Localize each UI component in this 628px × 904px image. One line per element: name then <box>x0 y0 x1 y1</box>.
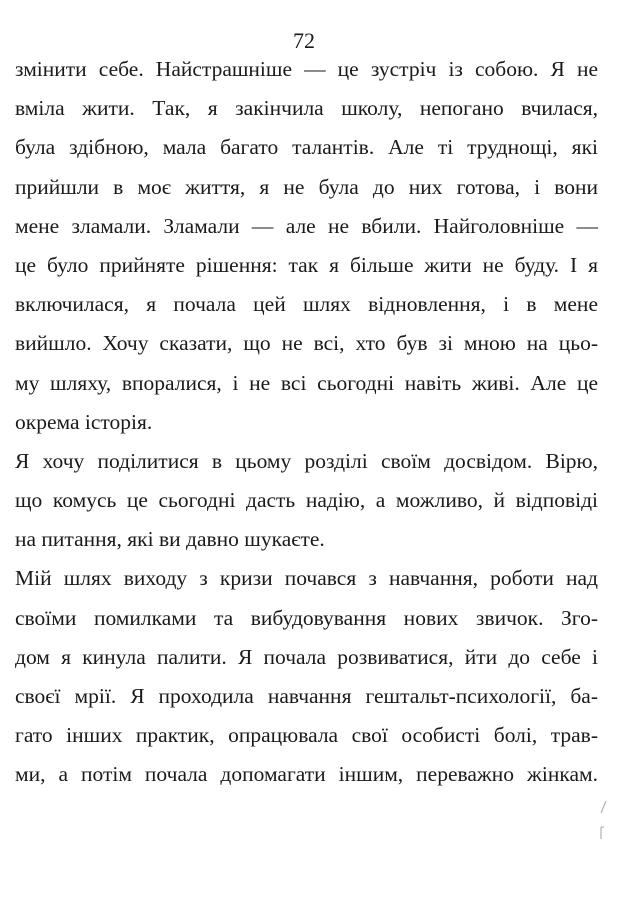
text-line: змінити себе. Найстрашніше — це зустріч із собою. Я не <box>15 57 598 81</box>
text-line: ми, а потім почала допомагати іншим, переважно жінкам. <box>15 762 598 787</box>
text-line: окрема історія. <box>15 409 153 434</box>
text-line: включилася, я почала цей шлях відновлення, і в мене <box>15 292 598 317</box>
text-line: мене зламали. Зламали — але не вбили. Найголовніше — <box>15 213 598 238</box>
text-line: вміла жити. Так, я закінчила школу, непогано вчилася, <box>15 96 598 121</box>
text-line: вийшло. Хочу сказати, що не всі, хто був зі мною на цьо- <box>15 331 598 356</box>
page-number: 72 <box>293 28 315 53</box>
scan-edge-slash-mark <box>599 800 609 814</box>
text-line: му шляху, впоралися, і не всі сьогодні навіть живі. Але це <box>15 370 598 395</box>
text-line: на питання, які ви давно шукаєте. <box>15 527 325 552</box>
body-text <box>15 50 598 795</box>
text-line: Мій шлях виходу з кризи почався з навчання, роботи над <box>15 566 598 591</box>
scan-edge-bar-mark <box>599 826 609 840</box>
text-line: своїми помилками та вибудовування нових звичок. Зго- <box>15 605 598 630</box>
text-line: дом я кинула палити. Я почала розвиватися, йти до себе і <box>15 644 598 669</box>
text-line: це було прийняте рішення: так я більше жити не буду. І я <box>15 252 598 277</box>
text-line: Я хочу поділитися в цьому розділі своїм досвідом. Вірю, <box>15 448 598 473</box>
text-line: прийшли в моє життя, я не була до них готова, і вони <box>15 174 598 199</box>
text-line: що комусь це сьогодні дасть надію, а можливо, й відповіді <box>15 488 598 513</box>
text-line: була здібною, мала багато талантів. Але ті труднощі, які <box>15 135 598 160</box>
text-line: гато інших практик, опрацювала свої особисті болі, трав- <box>15 723 598 748</box>
text-line: своєї мрії. Я проходила навчання гештальт-психології, ба- <box>15 684 598 708</box>
